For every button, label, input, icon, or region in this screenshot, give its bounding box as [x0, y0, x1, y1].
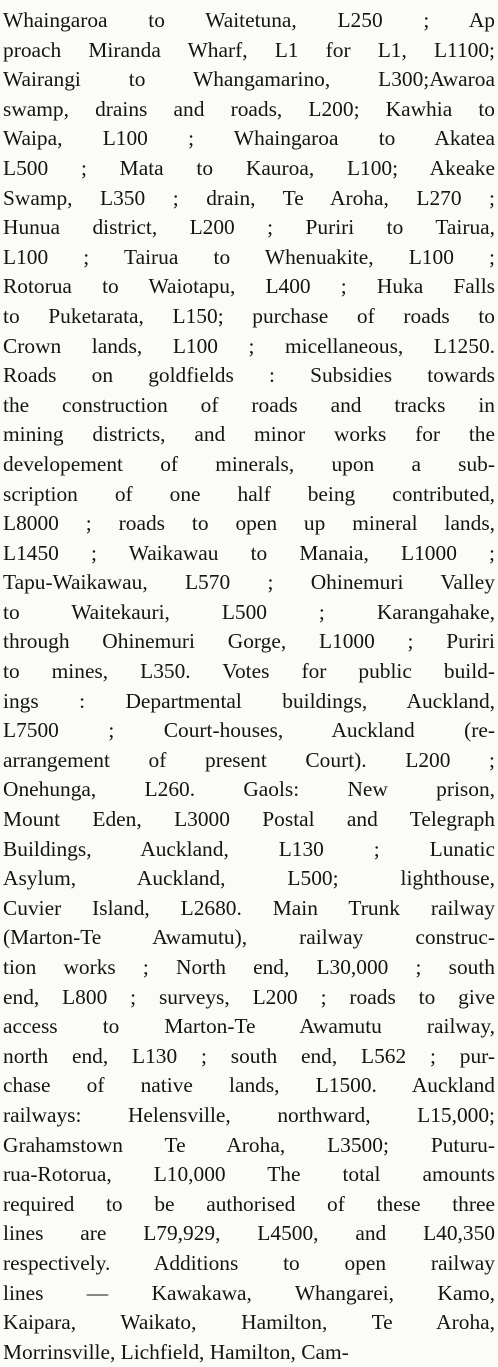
text-line: lines are L79,929, L4500, and L40,350	[3, 1221, 495, 1246]
text-line: to mines, L350. Votes for public build-	[3, 659, 495, 684]
text-line: Buildings, Auckland, L130 ; Lunatic	[3, 836, 495, 861]
text-line: end, L800 ; surveys, L200 ; roads to give	[3, 984, 495, 1009]
text-line: (Marton-Te Awamutu), railway construc-	[3, 925, 495, 950]
text-line: tion works ; North end, L30,000 ; south	[3, 955, 495, 979]
text-line: to Waitekauri, L500 ; Karangahake,	[3, 599, 495, 624]
text-line: to Puketarata, L150; purchase of roads to	[3, 303, 495, 328]
text-line: Cuvier Island, L2680. Main Trunk railway	[3, 895, 495, 920]
text-line: railways: Helensville, northward, L15,000;	[3, 1102, 495, 1127]
text-line: respectively. Additions to open railway	[3, 1250, 495, 1275]
text-line: Roads on goldfields : Subsidies towards	[3, 363, 495, 388]
text-line: L7500 ; Court-houses, Auckland (re-	[3, 718, 495, 743]
text-line: proach Miranda Wharf, L1 for L1, L1100;	[3, 37, 495, 62]
text-line: Swamp, L350 ; drain, Te Aroha, L270 ;	[3, 185, 495, 210]
text-line: Onehunga, L260. Gaols: New prison,	[3, 777, 495, 802]
text-line: Tapu-Waikawau, L570 ; Ohinemuri Valley	[3, 570, 495, 595]
text-line: Wairangi to Whangamarino, L300;Awaroa	[3, 67, 495, 92]
text-line: Kaipara, Waikato, Hamilton, Te Aroha,	[3, 1310, 495, 1335]
text-line: access to Marton-Te Awamutu railway,	[3, 1014, 495, 1039]
text-line: L100 ; Tairua to Whenuakite, L100 ;	[3, 244, 495, 269]
text-line: Grahamstown Te Aroha, L3500; Puturu-	[3, 1132, 495, 1157]
text-line: rua-Rotorua, L10,000 The total amounts	[3, 1162, 495, 1187]
text-line: L1450 ; Waikawau to Manaia, L1000 ;	[3, 540, 495, 565]
text-line: Morrinsville, Lichfield, Hamilton, Cam-	[3, 1339, 349, 1364]
text-line: developement of minerals, upon a sub-	[3, 451, 495, 476]
text-line: north end, L130 ; south end, L562 ; pur-	[3, 1043, 495, 1068]
text-line: scription of one half being contributed,	[3, 481, 495, 506]
text-line: the construction of roads and tracks in	[3, 392, 495, 417]
text-line: Rotorua to Waiotapu, L400 ; Huka Falls	[3, 274, 495, 299]
text-line: Hunua district, L200 ; Puriri to Tairua,	[3, 215, 495, 240]
text-line: required to be authorised of these three	[3, 1191, 495, 1216]
text-line: Mount Eden, L3000 Postal and Telegraph	[3, 807, 495, 832]
text-line: through Ohinemuri Gorge, L1000 ; Puriri	[3, 629, 495, 654]
text-line: Whaingaroa to Waitetuna, L250 ; Ap	[3, 8, 495, 32]
text-line: lines — Kawakawa, Whangarei, Kamo,	[3, 1280, 495, 1305]
text-line: ings : Departmental buildings, Auckland,	[3, 688, 495, 713]
text-line: Crown lands, L100 ; micellaneous, L1250.	[3, 333, 495, 358]
article-column	[3, 6, 495, 1367]
text-line: L500 ; Mata to Kauroa, L100; Akeake	[3, 155, 495, 180]
text-line: swamp, drains and roads, L200; Kawhia to	[3, 96, 495, 121]
text-line: arrangement of present Court). L200 ;	[3, 747, 495, 772]
text-line: chase of native lands, L1500. Auckland	[3, 1073, 495, 1098]
text-line: Asylum, Auckland, L500; lighthouse,	[3, 866, 495, 891]
text-line: mining districts, and minor works for the	[3, 422, 495, 447]
text-line: Waipa, L100 ; Whaingaroa to Akatea	[3, 126, 495, 151]
text-line: L8000 ; roads to open up mineral lands,	[3, 511, 495, 536]
